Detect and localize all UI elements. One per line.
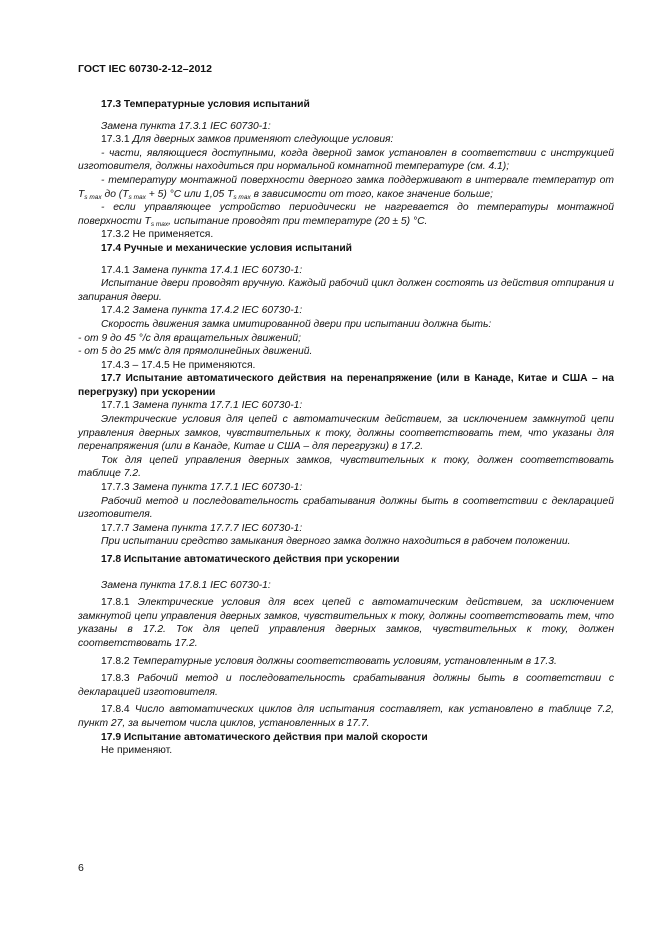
paragraph: Замена пункта 17.3.1 IEC 60730-1: — [101, 120, 271, 132]
numbered-clause — [78, 481, 614, 495]
clause-text: Температурные условия должны соответствовать условиям, установленным в 17.3. — [132, 655, 557, 667]
paragraph: - части, являющиеся доступными, когда дверной замок установлен в соответствии с инструкцией изготовителя, должны находиться при нормальной комнатной температуре (см. 4.1); — [78, 147, 614, 173]
clause-text: Электрические условия для всех цепей с автоматическим действием, за исключением замкнутой цепи управления дверных замков, чувствительных к току, должны соответствовать тем, что указаны в 17.2. Ток для цепей управления дверных замков, чувствительных к току, должен соответствовать 17.2. — [78, 597, 614, 649]
clause-number: 17.7.3 — [101, 482, 133, 494]
numbered-clause — [78, 264, 614, 278]
clause-text: Замена пункта 17.7.1 IEC 60730-1: — [132, 482, 303, 494]
section-heading: 17.3 Температурные условия испытаний — [101, 99, 310, 110]
clause-text: Замена пункта 17.7.7 IEC 60730-1: — [132, 522, 303, 534]
numbered-clause — [78, 655, 614, 669]
clause-number: 17.7.1 — [101, 400, 133, 412]
clause-text: Для дверных замков применяют следующие условия: — [132, 134, 394, 146]
paragraph: Испытание двери проводят вручную. Каждый рабочий цикл должен состоять из действия отпирания и запирания двери. — [78, 278, 614, 303]
paragraph: Замена пункта 17.8.1 IEC 60730-1: — [101, 579, 271, 591]
numbered-clause — [78, 133, 614, 147]
numbered-clause — [78, 399, 614, 413]
list-item: - от 5 до 25 мм/с для прямолинейных движений. — [78, 346, 313, 358]
clause-number: 17.3.1 — [101, 134, 133, 146]
numbered-clause — [78, 522, 614, 536]
numbered-clause — [78, 672, 614, 699]
paragraph: - если управляющее устройство периодически не нагревается до температуры монтажной поверхности $T_{s max}$, испытание проводят при температуре (20 ± 5) °С. — [78, 202, 614, 228]
section-heading: 17.4 Ручные и механические условия испытаний — [101, 242, 352, 254]
paragraph: Не применяют. — [101, 745, 173, 757]
clause-number: 17.4.1 — [101, 264, 133, 276]
paragraph: Скорость движения замка имитированной двери при испытании должна быть: — [101, 318, 492, 330]
clause-number: 17.8.3 — [101, 673, 138, 685]
paragraph: - температуру монтажной поверхности дверного замка поддерживают в интервале температур от $T_{s max}$ до $(T_{s max} + 5)$ °С или 1,05 $T_{s max}$ в зависимости от того, какое значение больше; — [78, 174, 614, 201]
paragraph: Рабочий метод и последовательность срабатывания должны быть в соответствии с декларацией изготовителя. — [78, 495, 614, 521]
list-item: - от 9 до 45 °/с для вращательных движений; — [78, 332, 301, 344]
clause-number: 17.8.4 — [101, 704, 135, 716]
document-body — [78, 98, 614, 758]
clause-text: Замена пункта 17.7.1 IEC 60730-1: — [132, 400, 303, 412]
clause-text: Замена пункта 17.4.2 IEC 60730-1: — [132, 305, 303, 317]
clause-text: Число автоматических циклов для испытания составляет, как установлено в таблице 7.2, пункт 27, за вычетом числа циклов, установленных в 17.7. — [78, 704, 614, 729]
clause-number: 17.7.7 — [101, 522, 133, 534]
document-id: ГОСТ IEC 60730-2-12–2012 — [78, 63, 212, 75]
section-heading: 17.9 Испытание автоматического действия при малой скорости — [101, 731, 428, 743]
paragraph: Электрические условия для цепей с автоматическим действием, за исключением замкнутой цепи управления дверных замков, чувствительных к току, должны соответствовать тем, что указаны для перенапряжения (или в Канаде, Китае и США – для перегрузки) в 17.2. — [78, 414, 614, 453]
page-number: 6 — [78, 862, 84, 874]
paragraph: 17.3.2 Не применяется. — [101, 229, 214, 241]
numbered-clause — [78, 304, 614, 318]
section-heading: 17.7 Испытание автоматического действия на перенапряжение (или в Канаде, Китае и США – на перегрузку) при ускорении — [78, 373, 614, 398]
paragraph: Ток для цепей управления дверных замков, чувствительных к току, должен соответствовать таблице 7.2. — [78, 454, 614, 480]
paragraph: При испытании средство замыкания дверного замка должно находиться в рабочем положении. — [101, 536, 571, 548]
numbered-clause — [78, 703, 614, 730]
clause-number: 17.8.2 — [101, 655, 133, 667]
section-heading: 17.8 Испытание автоматического действия при ускорении — [101, 554, 400, 565]
numbered-clause — [78, 596, 614, 650]
clause-text: Рабочий метод и последовательность срабатывания должны быть в соответствии с декларацией изготовителя. — [78, 673, 614, 698]
clause-number: 17.4.2 — [101, 305, 133, 317]
clause-number: 17.8.1 — [101, 597, 138, 609]
paragraph: 17.4.3 – 17.4.5 Не применяются. — [101, 359, 256, 371]
clause-text: Замена пункта 17.4.1 IEC 60730-1: — [132, 264, 303, 276]
